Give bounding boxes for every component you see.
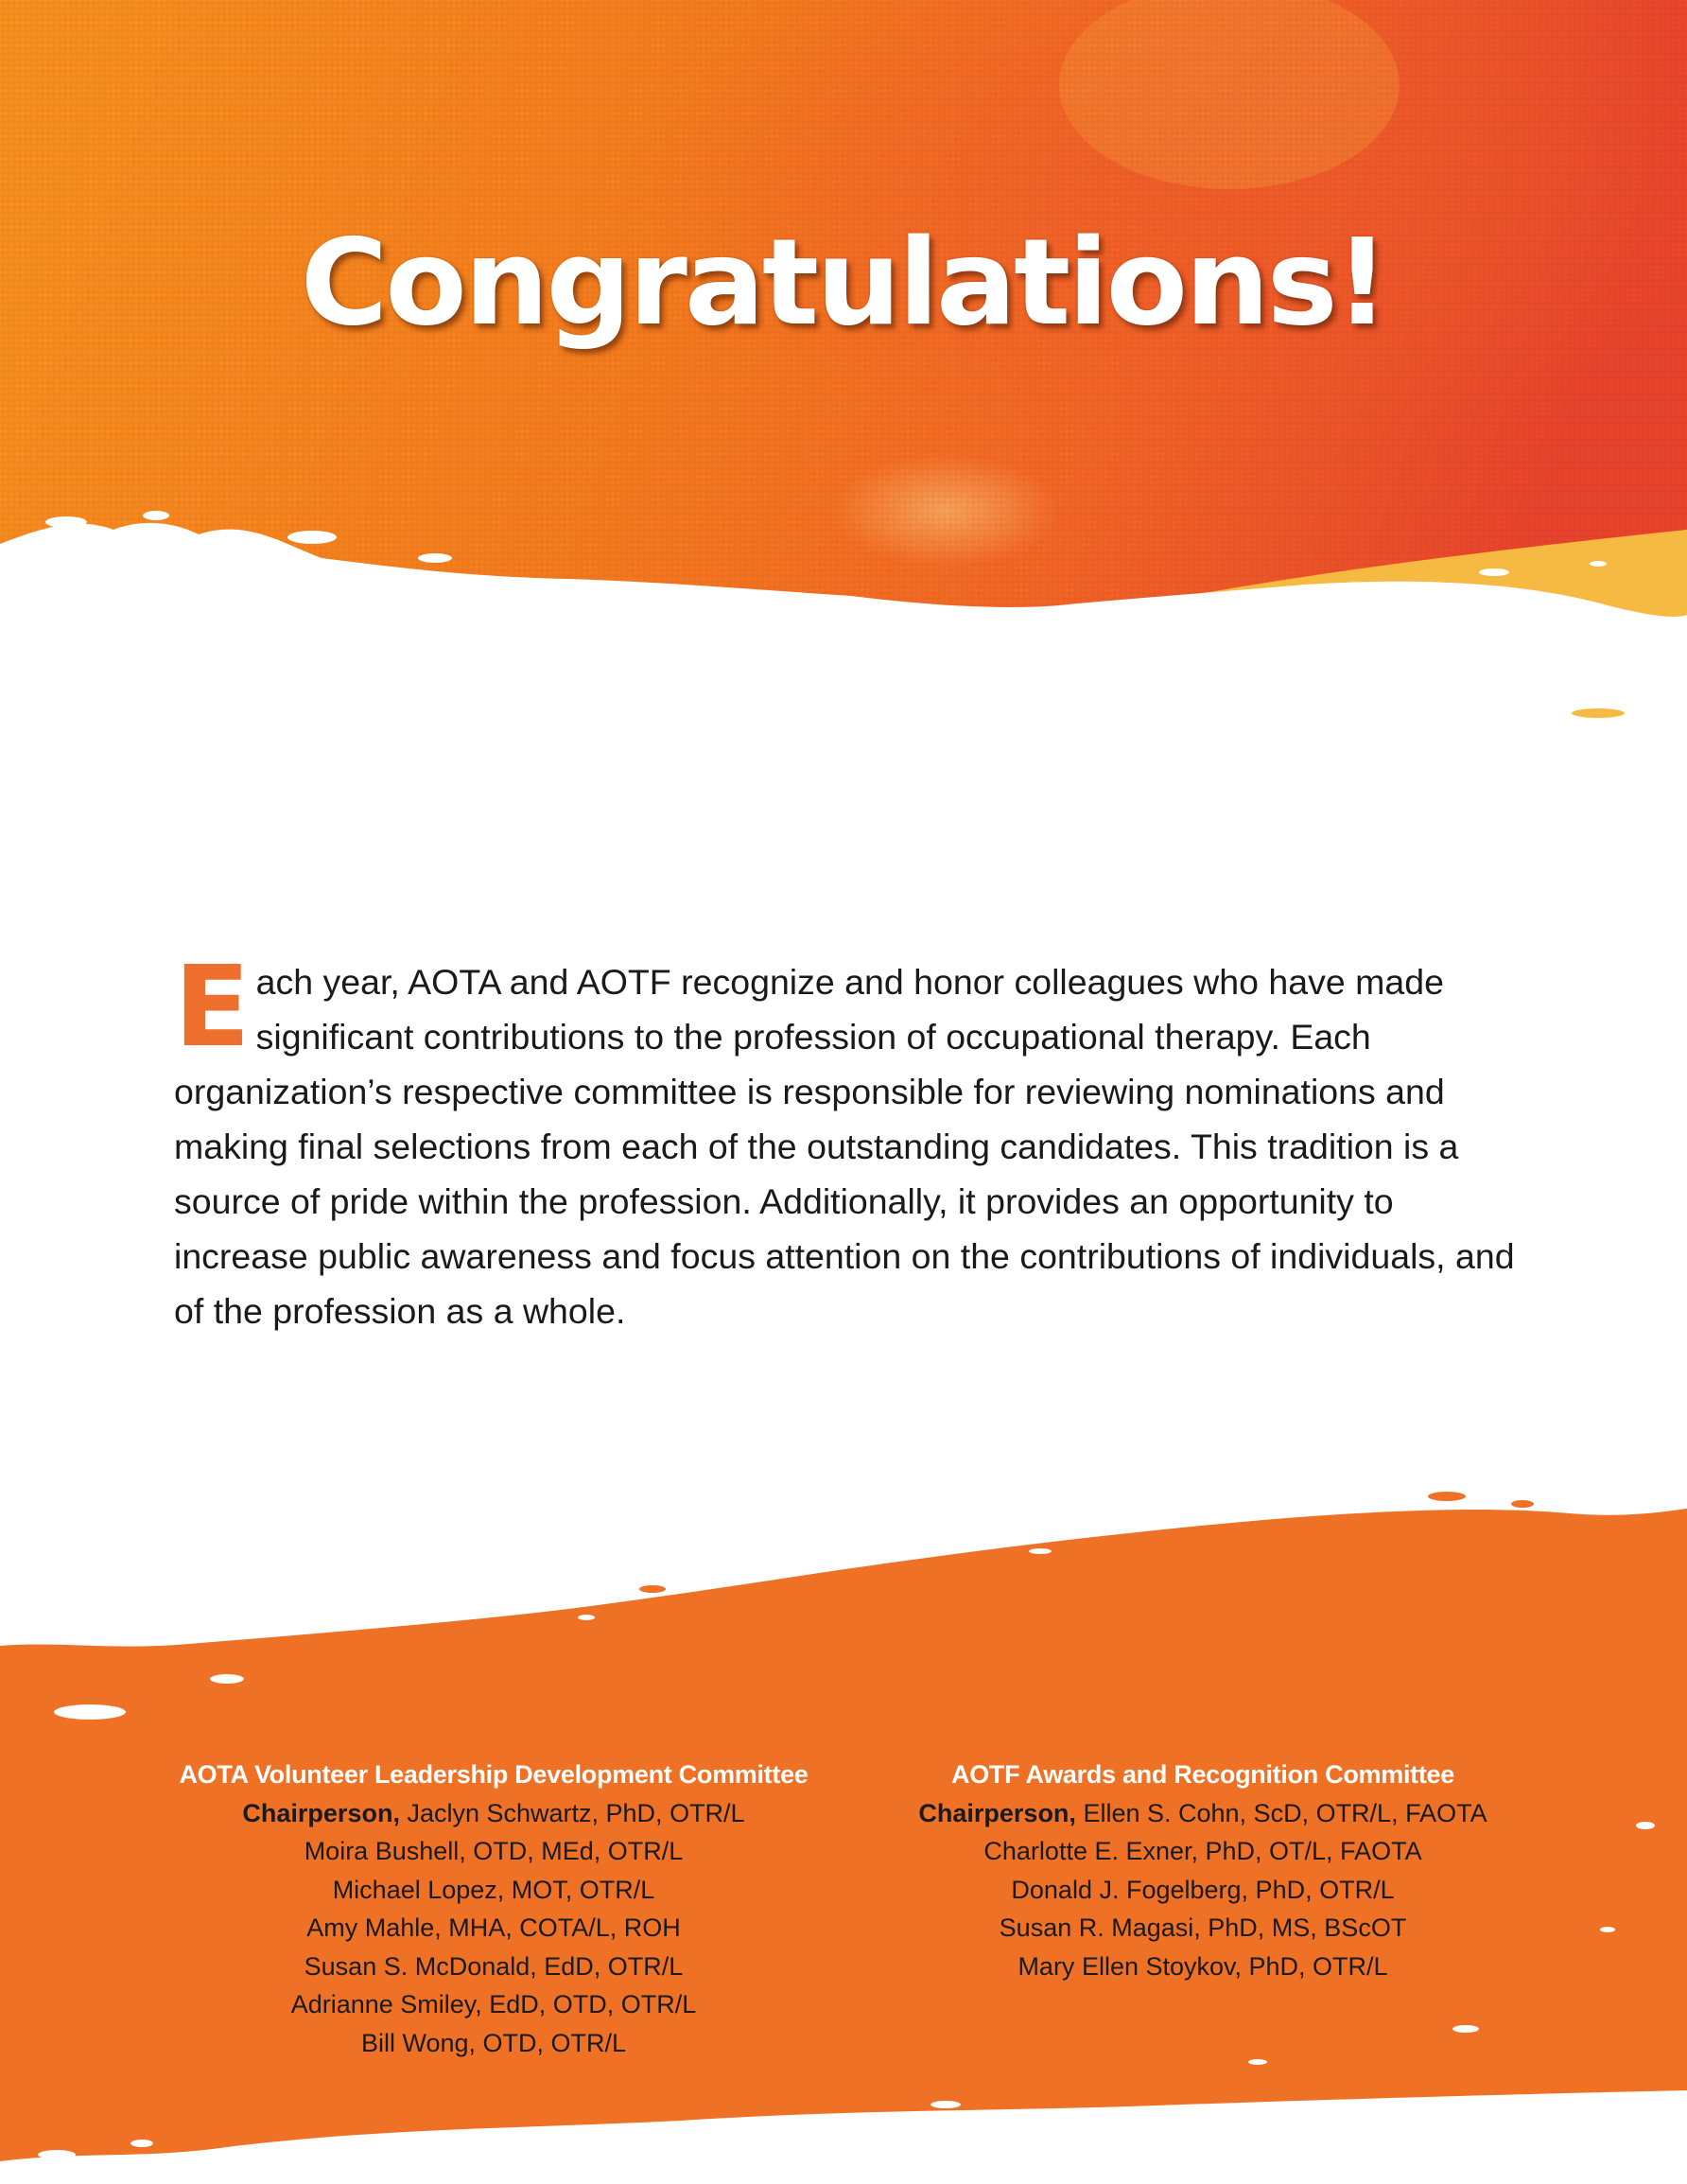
committee-chair [106, 1794, 881, 1833]
member: Susan S. McDonald, EdD, OTR/L [304, 1951, 684, 1981]
committee-chair [815, 1794, 1591, 1833]
chair-name: Jaclyn Schwartz, PhD, OTR/L [407, 1798, 745, 1827]
page-title: Congratulations! [300, 213, 1387, 352]
member: Moira Bushell, OTD, MEd, OTR/L [304, 1837, 684, 1865]
chair-label: Chairperson, [242, 1798, 400, 1827]
intro-text: ach year, AOTA and AOTF recognize and honor colleagues who have made significant contributions to the profession of occupational therapy. Each organization’s respective committee is responsible for reviewing nominations and making final selections from each of the outstanding candidates. This tradition is a source of pride within the profession. Additionally, it provides an opportunity to increase public awareness and focus attention on the contributions of individuals, and of the profession as a whole. [174, 962, 1515, 1331]
top-paint-banner [0, 0, 1687, 738]
member: Adrianne Smiley, EdD, OTD, OTR/L [290, 1990, 697, 2018]
member: Donald J. Fogelberg, PhD, OTR/L [1011, 1875, 1395, 1904]
paint-background [0, 0, 1687, 738]
intro-paragraph [174, 941, 1536, 1338]
member: Michael Lopez, MOT, OTR/L [332, 1875, 655, 1904]
member-list [106, 1832, 881, 2062]
member-list [815, 1832, 1591, 1985]
member: Amy Mahle, MHA, COTA/L, ROH [306, 1913, 681, 1942]
member: Charlotte E. Exner, PhD, OT/L, FAOTA [983, 1837, 1422, 1865]
committee-heading: AOTA Volunteer Leadership Development Committee [179, 1760, 809, 1789]
drop-cap: E [174, 941, 251, 1072]
committee-heading: AOTF Awards and Recognition Committee [951, 1760, 1454, 1789]
committee-aota [106, 1756, 881, 2062]
member: Susan R. Magasi, PhD, MS, BScOT [999, 1913, 1407, 1942]
committee-aotf [815, 1756, 1591, 1985]
member: Bill Wong, OTD, OTR/L [360, 2028, 627, 2057]
chair-name: Ellen S. Cohn, ScD, OTR/L, FAOTA [1083, 1798, 1487, 1827]
member: Mary Ellen Stoykov, PhD, OTR/L [1017, 1951, 1388, 1981]
chair-label: Chairperson, [918, 1798, 1076, 1827]
